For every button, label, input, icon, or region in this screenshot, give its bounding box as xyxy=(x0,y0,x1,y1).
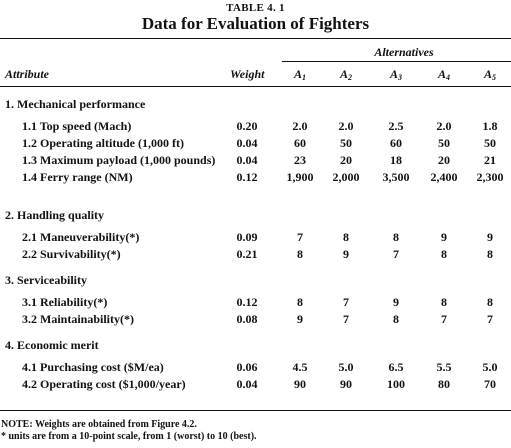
table-cell-a1: 2.0 xyxy=(292,119,308,133)
alternative-subscript: 3 xyxy=(398,73,402,82)
table-cell-a2: 50 xyxy=(340,136,352,150)
alternative-header-4 xyxy=(424,67,464,83)
table-number: TABLE 4. 1 xyxy=(226,2,285,14)
alternative-subscript: 4 xyxy=(446,73,450,82)
table-cell-a3: 2.5 xyxy=(388,119,404,133)
table-row-label: 3.1 Reliability(*) xyxy=(22,295,108,309)
section-title: 1. Mechanical performance xyxy=(5,97,146,111)
table-cell-a1: 9 xyxy=(297,312,303,326)
weight-header: Weight xyxy=(230,67,265,81)
alternatives-group-header: Alternatives xyxy=(374,45,434,59)
table-cell-a1: 23 xyxy=(294,153,306,167)
table-row-label: 1.1 Top speed (Mach) xyxy=(22,119,132,133)
table-row-weight: 0.04 xyxy=(236,153,258,167)
table-cell-a3: 18 xyxy=(390,153,402,167)
table-cell-a2: 7 xyxy=(343,312,349,326)
section-title: 2. Handling quality xyxy=(5,208,105,222)
table-cell-a5: 50 xyxy=(484,136,496,150)
table-title: Data for Evaluation of Fighters xyxy=(141,14,370,33)
table-row-weight: 0.20 xyxy=(236,119,258,133)
table-cell-a5: 70 xyxy=(484,377,496,391)
table-cell-a4: 20 xyxy=(438,153,450,167)
alternative-subscript: 2 xyxy=(348,73,352,82)
table-cell-a5: 9 xyxy=(487,230,493,244)
table-cell-a5: 8 xyxy=(487,295,493,309)
table-cell-a4: 8 xyxy=(441,295,447,309)
table-cell-a3: 60 xyxy=(390,136,402,150)
table-cell-a3: 9 xyxy=(393,295,399,309)
table-cell-a4: 2,400 xyxy=(430,170,458,184)
alternative-header-3 xyxy=(376,67,416,83)
table-cell-a2: 2.0 xyxy=(338,119,354,133)
table-cell-a2: 20 xyxy=(340,153,352,167)
attribute-header: Attribute xyxy=(5,67,50,81)
table-row-label: 3.2 Maintainability(*) xyxy=(22,312,135,326)
alternative-subscript: 1 xyxy=(302,73,306,82)
table-row-label: 1.3 Maximum payload (1,000 pounds) xyxy=(22,153,216,167)
alternative-letter: A xyxy=(339,67,348,81)
table-cell-a5: 1.8 xyxy=(482,119,498,133)
table-cell-a5: 7 xyxy=(487,312,493,326)
table-cell-a3: 3,500 xyxy=(382,170,410,184)
units-note: * units are from a 10-point scale, from 1 (worst) to 10 (best). xyxy=(1,431,257,442)
table-row-weight: 0.08 xyxy=(236,312,258,326)
table-cell-a3: 100 xyxy=(387,377,405,391)
table-row-weight: 0.06 xyxy=(236,360,258,374)
section-title: 4. Economic merit xyxy=(5,338,99,352)
table-cell-a2: 5.0 xyxy=(338,360,354,374)
table-row-label: 2.1 Maneuverability(*) xyxy=(22,230,140,244)
table-row-weight: 0.09 xyxy=(236,230,258,244)
table-row-weight: 0.12 xyxy=(236,295,258,309)
section-title: 3. Serviceability xyxy=(5,273,87,287)
table-cell-a2: 90 xyxy=(340,377,352,391)
table-cell-a1: 1,900 xyxy=(286,170,314,184)
alternatives-rule xyxy=(282,61,511,62)
table-cell-a5: 5.0 xyxy=(482,360,498,374)
table-cell-a1: 8 xyxy=(297,247,303,261)
table-cell-a4: 5.5 xyxy=(436,360,452,374)
table-cell-a4: 2.0 xyxy=(436,119,452,133)
table-cell-a2: 9 xyxy=(343,247,349,261)
alternative-header-2 xyxy=(326,67,366,83)
table-row-label: 1.2 Operating altitude (1,000 ft) xyxy=(22,136,184,150)
table-cell-a2: 2,000 xyxy=(332,170,360,184)
table-cell-a4: 50 xyxy=(438,136,450,150)
alternative-letter: A xyxy=(293,67,302,81)
table-cell-a4: 8 xyxy=(441,247,447,261)
table-cell-a2: 7 xyxy=(343,295,349,309)
alternative-header-5 xyxy=(470,67,510,83)
table-cell-a5: 21 xyxy=(484,153,496,167)
weights-note: NOTE: Weights are obtained from Figure 4.2. xyxy=(1,419,197,430)
alternative-subscript: 5 xyxy=(492,73,496,82)
table-cell-a1: 90 xyxy=(294,377,306,391)
alternative-header-1 xyxy=(280,67,320,83)
table-row-label: 2.2 Survivability(*) xyxy=(22,247,121,261)
table-row-label: 4.1 Purchasing cost ($M/ea) xyxy=(22,360,164,374)
table-row-weight: 0.21 xyxy=(236,247,258,261)
top-rule xyxy=(0,38,511,39)
alternative-letter: A xyxy=(483,67,492,81)
table-cell-a5: 8 xyxy=(487,247,493,261)
table-row-weight: 0.04 xyxy=(236,377,258,391)
table-row-weight: 0.04 xyxy=(236,136,258,150)
alternative-letter: A xyxy=(437,67,446,81)
table-row-label: 4.2 Operating cost ($1,000/year) xyxy=(22,377,186,391)
table-cell-a5: 2,300 xyxy=(476,170,504,184)
table-cell-a3: 8 xyxy=(393,312,399,326)
table-cell-a4: 7 xyxy=(441,312,447,326)
table-cell-a1: 8 xyxy=(297,295,303,309)
table-row-weight: 0.12 xyxy=(236,170,258,184)
table-cell-a1: 4.5 xyxy=(292,360,308,374)
table-cell-a3: 8 xyxy=(393,230,399,244)
table-cell-a1: 60 xyxy=(294,136,306,150)
table-cell-a1: 7 xyxy=(297,230,303,244)
header-rule xyxy=(0,86,511,87)
table-cell-a3: 6.5 xyxy=(388,360,404,374)
alternative-letter: A xyxy=(389,67,398,81)
table-cell-a4: 80 xyxy=(438,377,450,391)
table-cell-a3: 7 xyxy=(393,247,399,261)
table-cell-a2: 8 xyxy=(343,230,349,244)
table-row-label: 1.4 Ferry range (NM) xyxy=(22,170,133,184)
bottom-rule xyxy=(0,410,511,411)
table-cell-a4: 9 xyxy=(441,230,447,244)
